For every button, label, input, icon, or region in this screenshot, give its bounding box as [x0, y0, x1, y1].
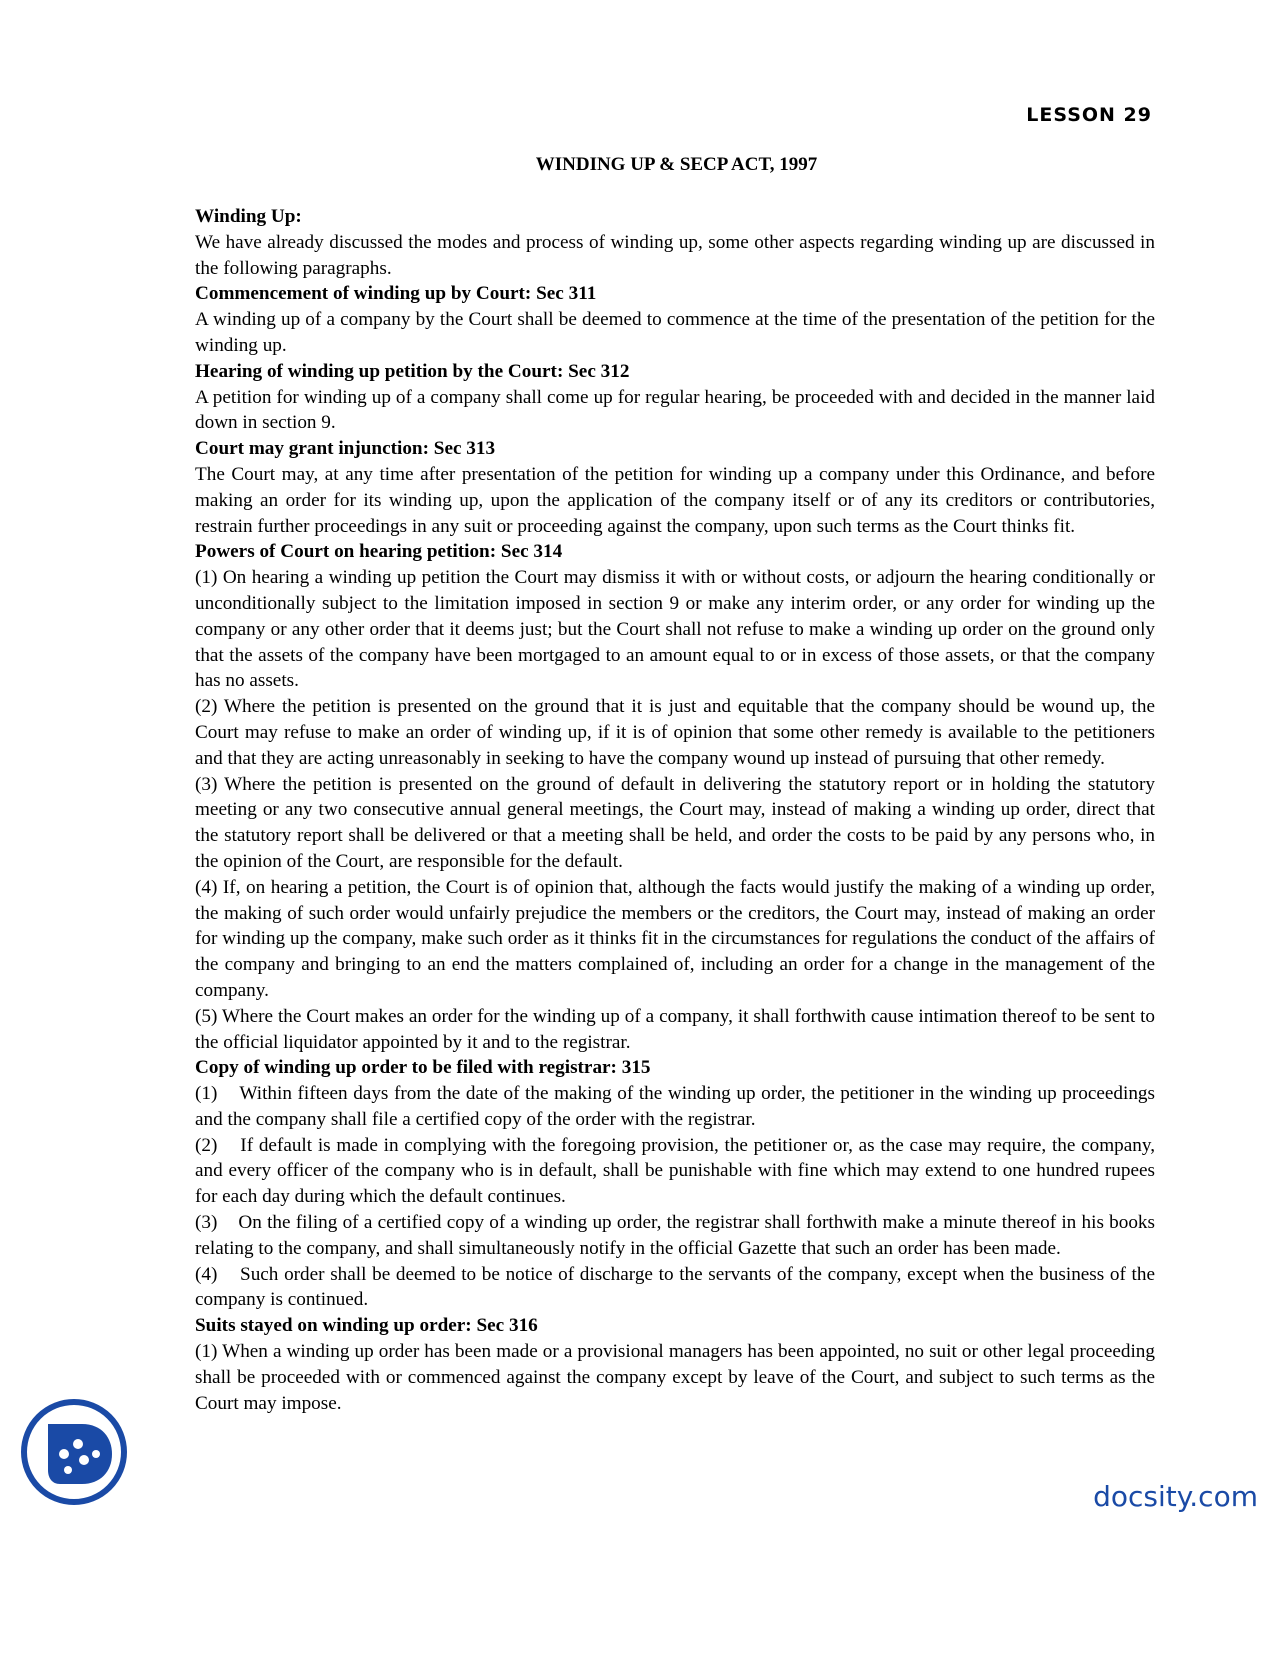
- lesson-label: LESSON 29: [1026, 104, 1152, 126]
- paragraph: (1) When a winding up order has been made or a provisional managers has been appointed, no suit or other legal proceeding shall be proceeded with or commenced against the company except by leave of the Court, and subject to such terms as the Court may impose.: [195, 1341, 1155, 1414]
- section-heading-sec-313: Court may grant injunction: Sec 313: [195, 438, 496, 460]
- document-body: [195, 204, 1160, 1416]
- paragraph: (5) Where the Court makes an order for the winding up of a company, it shall forthwith cause intimation thereof to be sent to the official liquidator appointed by it and to the registrar.: [195, 1005, 1155, 1053]
- paragraph: (4) If, on hearing a petition, the Court is of opinion that, although the facts would justify the making of a winding up order, the making of such order would unfairly prejudice the members or the creditors, the Court may, instead of making an order for winding up the company, make such order as it thinks fit in the circumstances for regulations the conduct of the affairs of the company and bringing to an end the matters complained of, including an order for a change in the management of the company.: [195, 876, 1155, 1001]
- paragraph: (2) Where the petition is presented on the ground that it is just and equitable that the company should be wound up, the Court may refuse to make an order of winding up, if it is of opinion that some other remedy is available to the petitioners and that they are acting unreasonably in seeking to have the company wound up instead of pursuing that other remedy.: [195, 696, 1155, 769]
- paragraph: We have already discussed the modes and process of winding up, some other aspects regarding winding up are discussed in the following paragraphs.: [195, 231, 1155, 279]
- section-heading-winding-up: Winding Up:: [195, 206, 302, 227]
- paragraph: (2) If default is made in complying with the foregoing provision, the petitioner or, as the case may require, the company, and every officer of the company who is in default, shall be punishable with fine which may extend to one hundred rupees for each day during which the default continues.: [195, 1134, 1160, 1208]
- docsity-logo-icon: [20, 1398, 128, 1506]
- paragraph: A winding up of a company by the Court shall be deemed to commence at the time of the presentation of the petition for the winding up.: [195, 309, 1155, 356]
- paragraph: (4) Such order shall be deemed to be notice of discharge to the servants of the company, except when the business of the company is continued.: [195, 1263, 1160, 1311]
- section-heading-sec-315: Copy of winding up order to be filed with registrar: 315: [195, 1057, 651, 1079]
- docsity-watermark-link[interactable]: docsity.com: [1093, 1480, 1258, 1513]
- paragraph: (1) On hearing a winding up petition the Court may dismiss it with or without costs, or adjourn the hearing conditionally or unconditionally subject to the limitation imposed in section 9 or make any interim order, or any order for winding up the company or any other order that it deems just; but the Court shall not refuse to make a winding up order on the ground only that the assets of the company have been mortgaged to an amount equal to or in excess of those assets, or that the company has no assets.: [195, 567, 1155, 692]
- section-heading-sec-311: Commencement of winding up by Court: Sec 311: [195, 283, 597, 305]
- paragraph: The Court may, at any time after presentation of the petition for winding up a company under this Ordinance, and before making an order for its winding up, upon the application of the company itself or of any its creditors or contributories, restrain further proceedings in any suit or proceeding against the company, upon such terms as the Court thinks fit.: [195, 463, 1155, 537]
- section-heading-sec-312: Hearing of winding up petition by the Court: Sec 312: [195, 360, 630, 382]
- paragraph: (1) Within fifteen days from the date of the making of the winding up order, the petitioner in the winding up proceedings and the company shall file a certified copy of the order with the registrar.: [195, 1083, 1160, 1130]
- paragraph: (3) Where the petition is presented on the ground of default in delivering the statutory report or in holding the statutory meeting or any two consecutive annual general meetings, the Court may, instead of making a winding up order, direct that the statutory report shall be delivered or that a meeting shall be held, and order the costs to be paid by any persons who, in the opinion of the Court, are responsible for the default.: [195, 773, 1155, 872]
- document-title: WINDING UP & SECP ACT, 1997: [535, 154, 818, 175]
- paragraph: A petition for winding up of a company shall come up for regular hearing, be proceeded with and decided in the manner laid down in section 9.: [195, 386, 1155, 434]
- section-heading-sec-316: Suits stayed on winding up order: Sec 316: [195, 1315, 538, 1337]
- paragraph: (3) On the filing of a certified copy of a winding up order, the registrar shall forthwith make a minute thereof in his books relating to the company, and shall simultaneously notify in the official Gazette that such an order has been made.: [195, 1212, 1160, 1259]
- section-heading-sec-314: Powers of Court on hearing petition: Sec 314: [195, 541, 563, 563]
